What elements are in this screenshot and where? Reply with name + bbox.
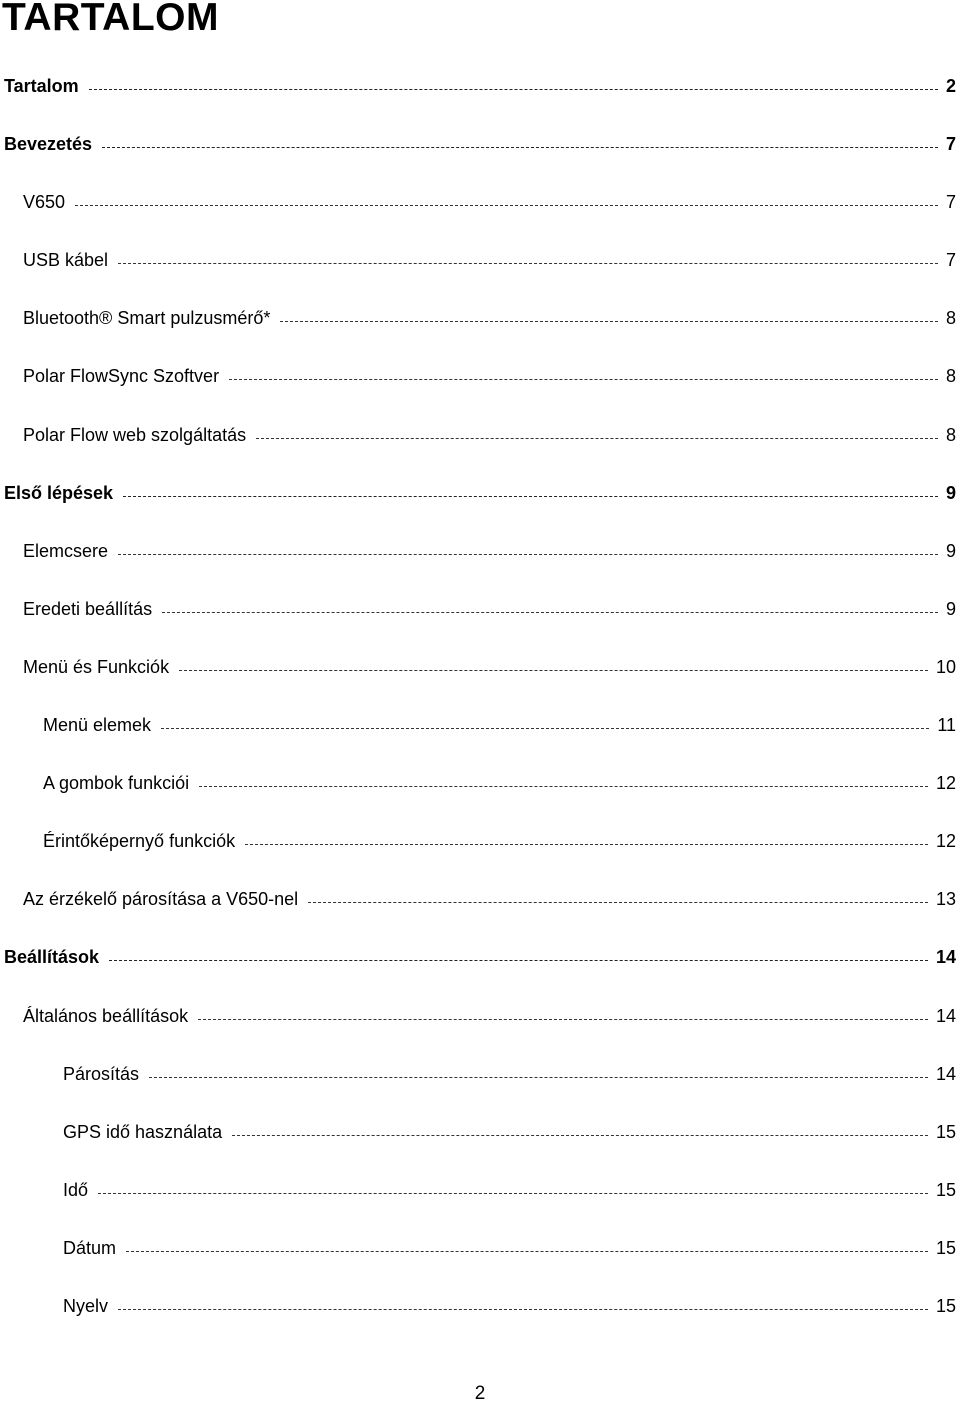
- page-title: TARTALOM: [2, 0, 219, 39]
- toc-entry[interactable]: [0, 174, 960, 232]
- toc-dot-leader: [102, 147, 938, 148]
- toc-entry-label: Beállítások: [4, 947, 100, 968]
- toc-entry[interactable]: [0, 871, 960, 929]
- toc-entry[interactable]: [0, 929, 960, 987]
- toc-entry[interactable]: [0, 639, 960, 697]
- toc-entry-label: Menü elemek: [43, 715, 152, 736]
- toc-dot-leader: [256, 438, 938, 439]
- toc-dot-leader: [123, 496, 938, 497]
- toc-entry-page-number: 9: [945, 540, 956, 561]
- toc-entry[interactable]: [0, 1220, 960, 1278]
- toc-entry-page-number: 7: [945, 192, 956, 213]
- toc-dot-leader: [229, 379, 938, 380]
- toc-entry-label: Érintőképernyő funkciók: [43, 831, 236, 852]
- toc-entry-label: Tartalom: [4, 76, 79, 96]
- toc-entry-label: Bevezetés: [4, 134, 93, 155]
- toc-entry-label: Első lépések: [4, 482, 114, 503]
- toc-entry[interactable]: [0, 755, 960, 813]
- toc-entry[interactable]: [0, 523, 960, 581]
- page-number: 2: [474, 1383, 486, 1404]
- toc-entry-label: Menü és Funkciók: [23, 656, 170, 677]
- toc-entry[interactable]: [0, 465, 960, 523]
- toc-dot-leader: [161, 728, 929, 729]
- toc-entry[interactable]: [0, 581, 960, 639]
- toc-entry-page-number: 15: [935, 1295, 956, 1316]
- toc-entry-page-number: 2: [945, 76, 956, 96]
- table-of-contents: [0, 58, 960, 1336]
- toc-dot-leader: [198, 1019, 928, 1020]
- toc-entry-label: Eredeti beállítás: [23, 598, 153, 619]
- toc-entry-page-number: 9: [945, 482, 956, 503]
- toc-dot-leader: [118, 554, 938, 555]
- toc-entry-label: Dátum: [63, 1237, 117, 1258]
- toc-entry-page-number: 15: [935, 1237, 956, 1258]
- toc-entry[interactable]: [0, 348, 960, 406]
- toc-entry[interactable]: [0, 1278, 960, 1336]
- toc-dot-leader: [109, 960, 928, 961]
- toc-entry[interactable]: [0, 697, 960, 755]
- toc-entry-page-number: 14: [935, 947, 956, 968]
- toc-dot-leader: [126, 1251, 928, 1252]
- toc-entry[interactable]: [0, 116, 960, 174]
- toc-entry-label: V650: [23, 192, 66, 213]
- toc-entry-label: Polar FlowSync Szoftver: [23, 366, 220, 387]
- toc-entry-label: Nyelv: [63, 1295, 109, 1316]
- toc-entry-page-number: 8: [945, 366, 956, 387]
- toc-entry-label: Idő: [63, 1179, 89, 1200]
- toc-dot-leader: [232, 1135, 928, 1136]
- toc-entry[interactable]: [0, 58, 960, 116]
- toc-entry-page-number: 8: [945, 308, 956, 329]
- toc-entry-page-number: 15: [935, 1121, 956, 1142]
- toc-entry-page-number: 9: [945, 598, 956, 619]
- toc-dot-leader: [89, 89, 938, 90]
- toc-dot-leader: [75, 205, 938, 206]
- toc-entry[interactable]: [0, 407, 960, 465]
- toc-entry-page-number: 7: [945, 134, 956, 155]
- toc-dot-leader: [149, 1077, 928, 1078]
- toc-entry[interactable]: [0, 290, 960, 348]
- toc-dot-leader: [162, 612, 938, 613]
- toc-entry-page-number: 15: [935, 1179, 956, 1200]
- toc-dot-leader: [118, 263, 938, 264]
- toc-entry[interactable]: [0, 232, 960, 290]
- toc-dot-leader: [245, 844, 928, 845]
- toc-dot-leader: [98, 1193, 928, 1194]
- toc-entry[interactable]: [0, 1046, 960, 1104]
- toc-entry-label: Az érzékelő párosítása a V650-nel: [23, 889, 299, 910]
- toc-entry-page-number: 10: [935, 656, 956, 677]
- toc-entry-label: A gombok funkciói: [43, 773, 190, 794]
- toc-entry-page-number: 8: [945, 424, 956, 445]
- toc-dot-leader: [199, 786, 928, 787]
- toc-entry-label: Elemcsere: [23, 540, 109, 561]
- toc-entry-label: GPS idő használata: [63, 1121, 223, 1142]
- toc-entry-label: Általános beállítások: [23, 1005, 189, 1026]
- toc-entry-page-number: 14: [935, 1063, 956, 1084]
- toc-entry[interactable]: [0, 988, 960, 1046]
- toc-entry[interactable]: [0, 813, 960, 871]
- toc-dot-leader: [179, 670, 928, 671]
- toc-entry[interactable]: [0, 1104, 960, 1162]
- toc-dot-leader: [308, 902, 928, 903]
- toc-entry[interactable]: [0, 1162, 960, 1220]
- toc-entry-page-number: 11: [937, 715, 956, 736]
- toc-entry-label: Bluetooth® Smart pulzusmérő*: [23, 308, 271, 329]
- toc-dot-leader: [280, 321, 938, 322]
- toc-entry-label: Polar Flow web szolgáltatás: [23, 424, 247, 445]
- toc-entry-page-number: 12: [935, 773, 956, 794]
- toc-entry-label: USB kábel: [23, 250, 109, 271]
- toc-entry-page-number: 13: [935, 889, 956, 910]
- toc-entry-page-number: 7: [945, 250, 956, 271]
- toc-entry-label: Párosítás: [63, 1063, 140, 1084]
- toc-dot-leader: [118, 1309, 928, 1310]
- toc-entry-page-number: 12: [935, 831, 956, 852]
- toc-entry-page-number: 14: [935, 1005, 956, 1026]
